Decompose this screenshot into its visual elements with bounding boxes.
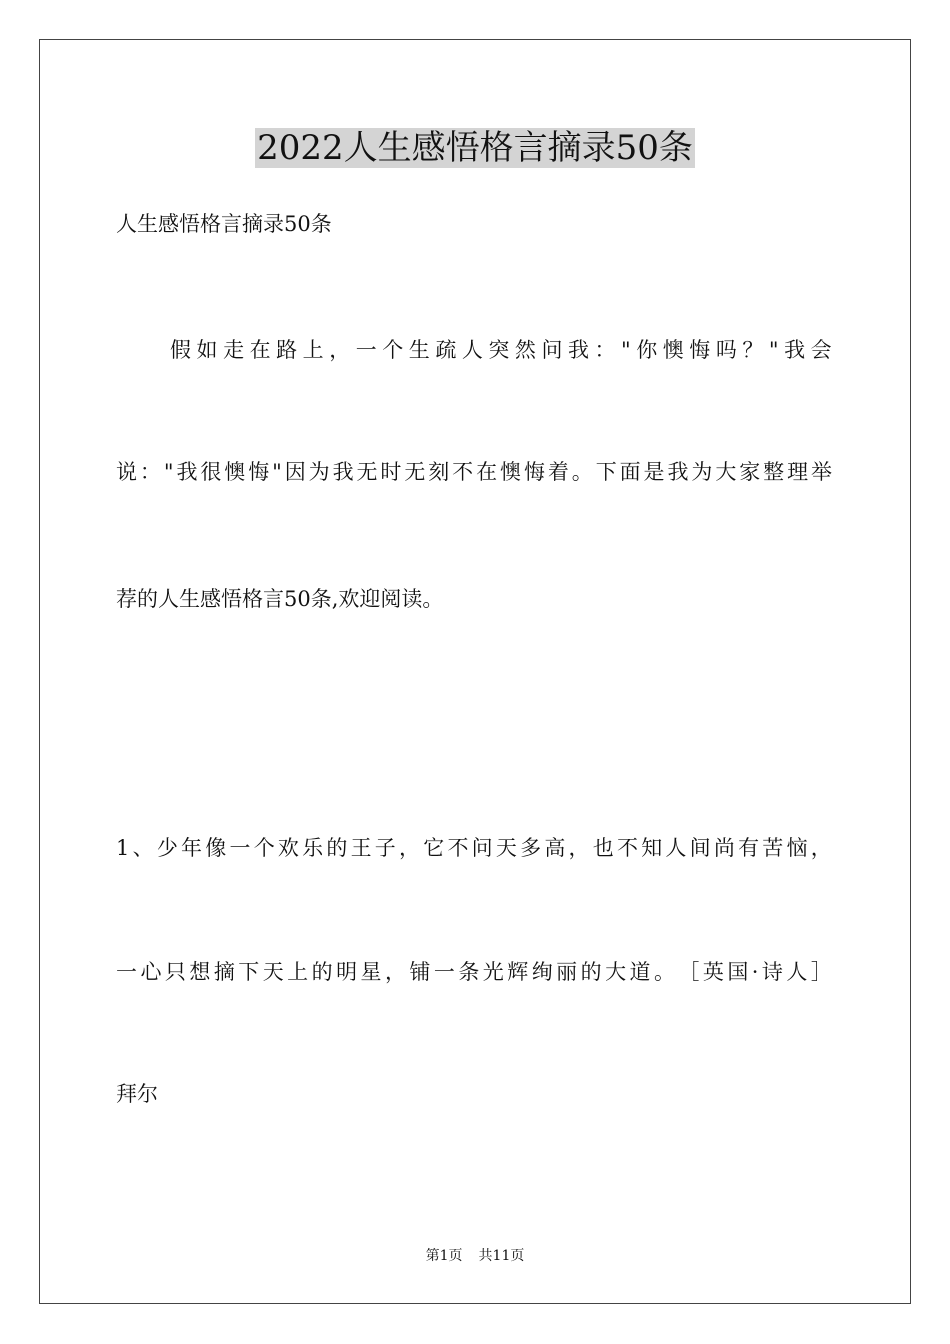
- document-title-text: 2022人生感悟格言摘录50条: [257, 128, 693, 168]
- intro-line-3: 荐的人生感悟格言50条,欢迎阅读。: [116, 587, 444, 611]
- document-subtitle: 人生感悟格言摘录50条: [116, 212, 332, 236]
- intro-line-1: 假 如 走 在 路 上 ， 一 个 生 疏 人 突 然 问 我 ： " 你 懊 悔 吗 ？ " 我 会: [170, 338, 832, 362]
- document-title: [0, 122, 950, 174]
- item-1-line-3: 拜尔: [116, 1082, 158, 1106]
- intro-line-2: 说 ： " 我 很 懊 悔 " 因 为 我 无 时 无 刻 不 在 懊 悔 着 。 下 面 是 我 为 大 家 整 理 举: [116, 460, 832, 484]
- page-footer: [0, 1246, 950, 1266]
- page-number-current: 第1页: [425, 1248, 463, 1264]
- item-1-line-1: 1 、 少 年 像 一 个 欢 乐 的 王 子 ， 它 不 问 天 多 高 ， 也 不 知 人 间 尚 有 苦 恼 ，: [116, 836, 832, 860]
- item-1-line-2: 一 心 只 想 摘 下 天 上 的 明 星 ， 铺 一 条 光 辉 绚 丽 的 大 道 。 ［ 英 国 · 诗 人 ］: [116, 960, 832, 984]
- page-number-total: 共11页: [478, 1248, 525, 1264]
